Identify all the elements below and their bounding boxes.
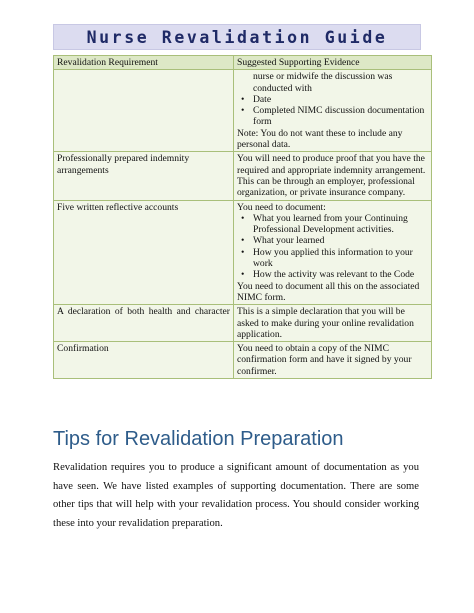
guide-title: Nurse Revalidation Guide [86,27,388,47]
bullet-icon: • [241,212,245,224]
evidence-cell: You need to obtain a copy of the NIMC confirmation form and have it signed by your confirmer. [234,342,432,379]
bullet-icon: • [241,235,245,247]
requirement-cell: Professionally prepared indemnity arrangements [54,152,234,200]
revalidation-requirements-table [53,55,432,379]
bullet-icon: • [241,246,245,258]
list-item: • What you learned from your Continuing Professional Development activities. [241,212,408,236]
list-item: • Completed NIMC discussion documentation form [241,105,425,128]
requirement-cell: A declaration of both health and character [54,305,234,342]
tips-heading: Tips for Revalidation Preparation [53,428,344,450]
evidence-cell [234,200,432,305]
evidence-bullet-list [237,213,428,281]
evidence-bullet-list [237,94,428,128]
bullet-icon: • [241,93,245,105]
table-row [54,70,432,152]
guide-title-banner [53,24,421,50]
tips-paragraph: Revalidation requires you to produce a significant amount of documentation as you have seen. We have listed examples of supporting documentation. There are some other tips that will help with your revalidation process. You should consider working these into your revalidation preparation. [53,462,419,529]
evidence-intro: You need to document: [237,201,326,213]
evidence-cell: This is a simple declaration that you will be asked to make during your online revalidation application. [234,305,432,342]
evidence-note: Note: You do not want these to include any personal data. [237,127,403,151]
table-header-row [54,56,432,70]
table-row [54,342,432,379]
requirement-cell: Five written reflective accounts [54,200,234,305]
evidence-continued-line: conducted with [253,82,312,94]
list-item: • How you applied this information to your work [241,246,413,270]
list-item: • Date [241,93,272,105]
list-item: • What your learned [241,235,325,247]
evidence-cell [234,70,432,152]
requirement-cell [54,70,234,152]
table-row [54,200,432,305]
bullet-icon: • [241,105,245,117]
list-item: • How the activity was relevant to the Code [241,269,415,281]
table-row [54,305,432,342]
evidence-continued-line: nurse or midwife the discussion was [253,71,393,83]
column-header-requirement: Revalidation Requirement [54,56,234,70]
bullet-icon: • [241,269,245,281]
table-row [54,152,432,200]
evidence-cell: You will need to produce proof that you have the required and appropriate indemnity arrangement. This can be through an employer, professional organization, or private insurance company. [234,152,432,200]
column-header-evidence: Suggested Supporting Evidence [234,56,432,70]
evidence-outro: You need to document all this on the associated NIMC form. [237,280,420,303]
requirement-cell: Confirmation [54,342,234,379]
